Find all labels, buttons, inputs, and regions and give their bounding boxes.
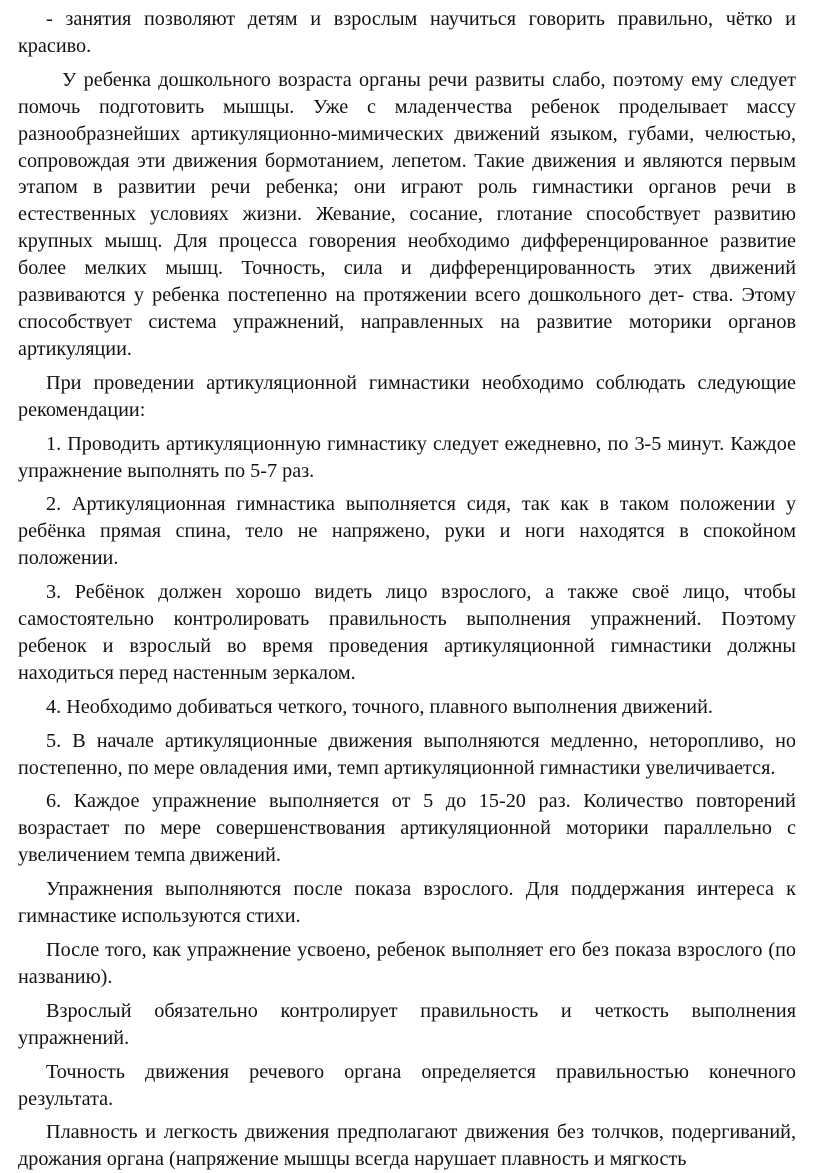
recommendation-item-5: 5. В начале артикуляционные движения выполняются медленно, неторопливо, но постепенно, по мере овладения ими, темп артикуляционной гимнастики увеличивается. [18,729,796,779]
recommendation-item-6: 6. Каждое упражнение выполняется от 5 до 15-20 раз. Количество повторений возрастает по мере совершенствования артикуляционной моторики параллельно с увеличением темпа движений. [18,790,796,867]
paragraph-intro-bullet: - занятия позволяют детям и взрослым научиться говорить правильно, чётко и красиво. [18,8,796,57]
paragraph-exercise-learned: После того, как упражнение усвоено, ребенок выполняет его без показа взрослого (по названию). [18,939,796,988]
paragraph-adult-controls: Взрослый обязательно контролирует правильность и четкость выполнения упражнений. [18,999,796,1049]
recommendation-item-4: 4. Необходимо добиваться четкого, точного, плавного выполнения движений. [46,695,713,718]
paragraph-exercises-after-demo: Упражнения выполняются после показа взрослого. Для поддержания интереса к гимнастике используются стихи. [18,878,796,928]
paragraph-recommendations-intro: При проведении артикуляционной гимнастики необходимо соблюдать следующие рекомендации: [18,371,796,421]
paragraph-speech-development: У ребенка дошкольного возраста органы речи развиты слабо, поэтому ему следует помочь подготовить мышцы. Уже с младенчества ребенок проделывает массу разнообразнейших артикуляционно-мимических движений языком, губами, челюстью, сопровождая эти движения бормотанием, лепетом. Такие движения и являются первым этапом в развитии речи ребенка; они играют роль гимнастики органов речи в естественных условиях жизни. Жевание, сосание, глотание способствует развитию крупных мышц. Для процесса говорения необходимо дифференцированное развитие более мелких мышц. Точность, сила и дифференцированность этих движений развиваются у ребенка постепенно на протяжении всего дошкольного дет- ства. Этому способствует система упражнений, направленных на развитие моторики органов артикуляции. [18,68,796,360]
recommendation-item-3: 3. Ребёнок должен хорошо видеть лицо взрослого, а также своё лицо, чтобы самостоятельно контролировать правильность выполнения упражнений. Поэтому ребенок и взрослый во время проведения артикуляционной гимнастики должны находиться перед настенным зеркалом. [18,581,796,684]
recommendation-item-2: 2. Артикуляционная гимнастика выполняется сидя, так как в таком положении у ребёнка прямая спина, тело не напряжено, руки и ноги находятся в спокойном положении. [18,493,796,570]
paragraph-movement-accuracy: Точность движения речевого органа определяется правильностью конечного результата. [18,1060,796,1110]
paragraph-movement-smoothness: Плавность и легкость движения предполагают движения без толчков, подергиваний, дрожания органа (напряжение мышцы всегда нарушает плавность и мягкость [18,1121,796,1171]
recommendation-item-1: 1. Проводить артикуляционную гимнастику следует ежедневно, по 3-5 минут. Каждое упражнение выполнять по 5-7 раз. [18,432,796,482]
